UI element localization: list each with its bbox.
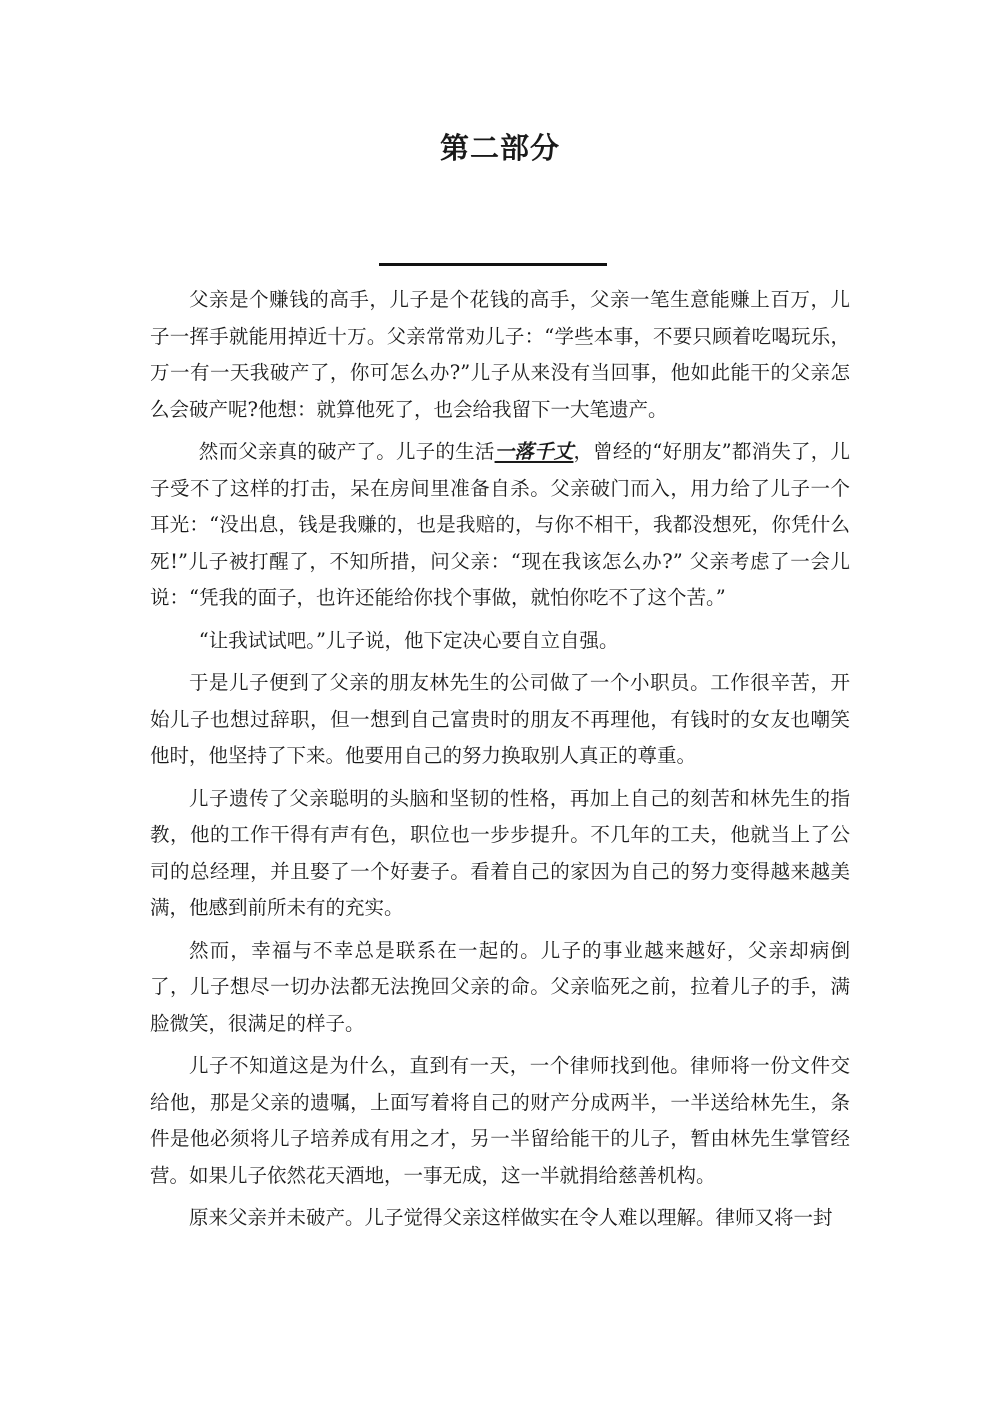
paragraph-2-before: 然而父亲真的破产了。儿子的生活 bbox=[198, 440, 495, 463]
paragraph-6: 然而，幸福与不幸总是联系在一起的。儿子的事业越来越好，父亲却病倒了，儿子想尽一切办法都无法挽回父亲的命。父亲临死之前，拉着儿子的手，满脸微笑，很满足的样子。 bbox=[150, 938, 850, 1035]
paragraph-7: 儿子不知道这是为什么，直到有一天，一个律师找到他。律师将一份文件交给他，那是父亲的遗嘱，上面写着将自己的财产分成两半，一半送给林先生，条件是他必须将儿子培养成有用之才，另一半留给能干的儿子，暂由林先生掌管经营。如果儿子依然花天酒地，一事无成，这一半就捐给慈善机构。 bbox=[150, 1054, 850, 1187]
paragraph-2-after: ，曾经的“好朋友”都消失了，儿子受不了这样的打击，呆在房间里准备自杀。父亲破门而入，用力给了儿子一个耳光：“没出息，钱是我赚的，也是我赔的，与你不相干，我都没想死，你凭什么死!”儿子被打醒了，不知所措，问父亲：“现在我该怎么办?” 父亲考虑了一会儿说：“凭我的面子，也许还能给你找个事做，就怕你吃不了这个苦。” bbox=[150, 440, 850, 609]
title-divider bbox=[379, 263, 607, 266]
paragraph-2 bbox=[150, 434, 850, 623]
idiom-highlight: 一落千丈 bbox=[494, 440, 574, 463]
paragraph-1: 父亲是个赚钱的高手，儿子是个花钱的高手，父亲一笔生意能赚上百万，儿子一挥手就能用掉近十万。父亲常常劝儿子：“学些本事，不要只顾着吃喝玩乐，万一有一天我破产了，你可怎么办?”儿子从来没有当回事，他如此能干的父亲怎么会破产呢?他想：就算他死了，也会给我留下一大笔遗产。 bbox=[150, 288, 850, 421]
page-title: 第二部分 bbox=[439, 131, 560, 165]
story-body bbox=[150, 282, 850, 1243]
paragraph-8: 原来父亲并未破产。儿子觉得父亲这样做实在令人难以理解。律师又将一封 bbox=[189, 1206, 833, 1229]
paragraph-4: 于是儿子便到了父亲的朋友林先生的公司做了一个小职员。工作很辛苦，开始儿子也想过辞职，但一想到自己富贵时的朋友不再理他，有钱时的女友也嘲笑他时，他坚持了下来。他要用自己的努力换取别人真正的尊重。 bbox=[150, 671, 850, 767]
paragraph-5: 儿子遗传了父亲聪明的头脑和坚韧的性格，再加上自己的刻苦和林先生的指教，他的工作干得有声有色，职位也一步步提升。不几年的工夫，他就当上了公司的总经理，并且娶了一个好妻子。看着自己的家因为自己的努力变得越来越美满，他感到前所未有的充实。 bbox=[150, 786, 850, 919]
paragraph-3: “让我试试吧。”儿子说，他下定决心要自立自强。 bbox=[198, 628, 619, 652]
